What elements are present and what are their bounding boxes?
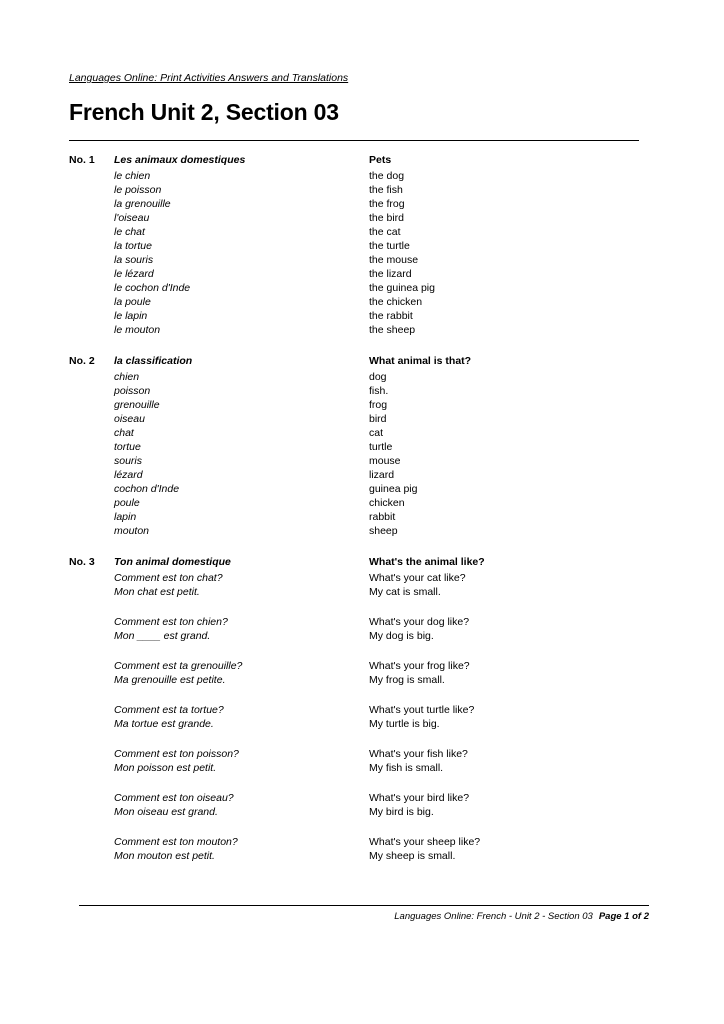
question-row <box>0 615 724 629</box>
french-term: le lapin <box>114 310 148 322</box>
english-question: What's your cat like? <box>369 572 466 584</box>
french-term: la poule <box>114 296 151 308</box>
vocab-row <box>0 183 724 197</box>
vocab-row <box>0 169 724 183</box>
english-translation: the rabbit <box>369 310 413 322</box>
section-heading <box>0 153 724 169</box>
question-row <box>0 703 724 717</box>
vocab-row <box>0 412 724 426</box>
english-question: What's your dog like? <box>369 616 470 628</box>
french-term: la souris <box>114 254 154 266</box>
english-translation: the mouse <box>369 254 419 266</box>
answer-row <box>0 673 724 687</box>
page-number: Page 1 of 2 <box>598 911 649 922</box>
english-translation: the lizard <box>369 268 412 280</box>
french-term: le lézard <box>114 268 154 280</box>
french-term: cochon d'Inde <box>114 483 180 495</box>
english-question: What's your frog like? <box>369 660 470 672</box>
french-question: Comment est ton oiseau? <box>114 792 234 804</box>
vocab-row <box>0 253 724 267</box>
french-term: le chien <box>114 170 151 182</box>
english-translation: frog <box>369 399 388 411</box>
english-question: What's your bird like? <box>369 792 470 804</box>
french-answer: Mon ____ est grand. <box>114 630 211 642</box>
answer-row <box>0 761 724 775</box>
vocab-row <box>0 510 724 524</box>
section-3 <box>0 555 724 863</box>
answer-row <box>0 629 724 643</box>
question-answer-pair <box>0 703 724 731</box>
question-row <box>0 571 724 585</box>
question-answer-pair <box>0 747 724 775</box>
english-translation: the bird <box>369 212 405 224</box>
french-term: le cochon d'Inde <box>114 282 191 294</box>
english-question: What's your sheep like? <box>369 836 481 848</box>
vocab-row <box>0 309 724 323</box>
vocab-row <box>0 323 724 337</box>
french-question: Comment est ton poisson? <box>114 748 239 760</box>
french-answer: Mon oiseau est grand. <box>114 806 218 818</box>
vocab-row <box>0 496 724 510</box>
french-question: Comment est ta tortue? <box>114 704 224 716</box>
english-translation: the fish <box>369 184 403 196</box>
french-question: Comment est ton mouton? <box>114 836 238 848</box>
french-question: Comment est ton chat? <box>114 572 223 584</box>
vocab-row <box>0 524 724 538</box>
title-divider <box>69 140 639 141</box>
english-question: What's your fish like? <box>369 748 468 760</box>
vocab-row <box>0 426 724 440</box>
answer-row <box>0 849 724 863</box>
question-row <box>0 791 724 805</box>
section-english-title: What animal is that? <box>369 355 472 367</box>
section-1 <box>0 153 724 337</box>
english-question: What's yout turtle like? <box>369 704 475 716</box>
answer-row <box>0 717 724 731</box>
section-number: No. 2 <box>69 355 95 367</box>
english-translation: mouse <box>369 455 401 467</box>
english-translation: fish. <box>369 385 389 397</box>
question-answer-pair <box>0 615 724 643</box>
vocab-row <box>0 454 724 468</box>
vocab-row <box>0 225 724 239</box>
footer-source-text: Languages Online: French - Unit 2 - Section 03 <box>394 911 593 922</box>
english-answer: My cat is small. <box>369 586 441 598</box>
english-translation: the cat <box>369 226 401 238</box>
english-translation: lizard <box>369 469 395 481</box>
document-source-header: Languages Online: Print Activities Answers and Translations <box>69 72 349 84</box>
french-term: mouton <box>114 525 150 537</box>
vocab-row <box>0 239 724 253</box>
section-french-title: Les animaux domestiques <box>114 154 246 166</box>
question-answer-pair <box>0 835 724 863</box>
section-heading <box>0 354 724 370</box>
french-answer: Ma grenouille est petite. <box>114 674 226 686</box>
section-english-title: Pets <box>369 154 392 166</box>
english-translation: bird <box>369 413 387 425</box>
english-translation: the turtle <box>369 240 410 252</box>
english-translation: chicken <box>369 497 405 509</box>
footer-divider <box>79 905 649 906</box>
vocab-row <box>0 211 724 225</box>
french-answer: Mon poisson est petit. <box>114 762 217 774</box>
vocab-row <box>0 197 724 211</box>
english-answer: My bird is big. <box>369 806 434 818</box>
page-footer <box>394 911 649 922</box>
vocab-row <box>0 295 724 309</box>
french-term: tortue <box>114 441 141 453</box>
french-term: chien <box>114 371 140 383</box>
section-2 <box>0 354 724 538</box>
document-content <box>0 153 724 880</box>
french-term: la grenouille <box>114 198 171 210</box>
question-answer-pair <box>0 571 724 599</box>
vocab-row <box>0 440 724 454</box>
vocab-row <box>0 384 724 398</box>
vocab-row <box>0 281 724 295</box>
answer-row <box>0 805 724 819</box>
french-term: poule <box>114 497 140 509</box>
french-question: Comment est ta grenouille? <box>114 660 243 672</box>
vocab-row <box>0 370 724 384</box>
french-term: lézard <box>114 469 143 481</box>
french-term: poisson <box>114 385 151 397</box>
english-translation: the chicken <box>369 296 423 308</box>
french-answer: Mon mouton est petit. <box>114 850 215 862</box>
section-number: No. 3 <box>69 556 95 568</box>
question-row <box>0 659 724 673</box>
section-heading <box>0 555 724 571</box>
english-translation: the frog <box>369 198 405 210</box>
french-term: grenouille <box>114 399 160 411</box>
english-translation: dog <box>369 371 387 383</box>
french-answer: Ma tortue est grande. <box>114 718 214 730</box>
question-answer-pair <box>0 791 724 819</box>
english-translation: the guinea pig <box>369 282 435 294</box>
page-title: French Unit 2, Section 03 <box>69 99 339 125</box>
section-english-title: What's the animal like? <box>369 556 485 568</box>
english-answer: My frog is small. <box>369 674 445 686</box>
french-term: le mouton <box>114 324 161 336</box>
english-translation: the dog <box>369 170 405 182</box>
french-term: lapin <box>114 511 137 523</box>
french-term: souris <box>114 455 143 467</box>
vocab-row <box>0 398 724 412</box>
english-translation: sheep <box>369 525 398 537</box>
vocab-row <box>0 482 724 496</box>
english-translation: the sheep <box>369 324 416 336</box>
question-answer-pair <box>0 659 724 687</box>
answer-row <box>0 585 724 599</box>
english-answer: My turtle is big. <box>369 718 440 730</box>
french-term: l'oiseau <box>114 212 150 224</box>
section-number: No. 1 <box>69 154 95 166</box>
english-translation: rabbit <box>369 511 396 523</box>
french-term: le chat <box>114 226 145 238</box>
question-row <box>0 747 724 761</box>
question-row <box>0 835 724 849</box>
section-french-title: la classification <box>114 355 193 367</box>
french-term: chat <box>114 427 134 439</box>
french-term: le poisson <box>114 184 162 196</box>
english-translation: guinea pig <box>369 483 418 495</box>
english-answer: My dog is big. <box>369 630 434 642</box>
english-answer: My sheep is small. <box>369 850 456 862</box>
french-answer: Mon chat est petit. <box>114 586 200 598</box>
vocab-row <box>0 468 724 482</box>
english-translation: cat <box>369 427 384 439</box>
french-question: Comment est ton chien? <box>114 616 228 628</box>
french-term: la tortue <box>114 240 152 252</box>
english-translation: turtle <box>369 441 393 453</box>
french-term: oiseau <box>114 413 145 425</box>
english-answer: My fish is small. <box>369 762 444 774</box>
section-french-title: Ton animal domestique <box>114 556 231 568</box>
vocab-row <box>0 267 724 281</box>
